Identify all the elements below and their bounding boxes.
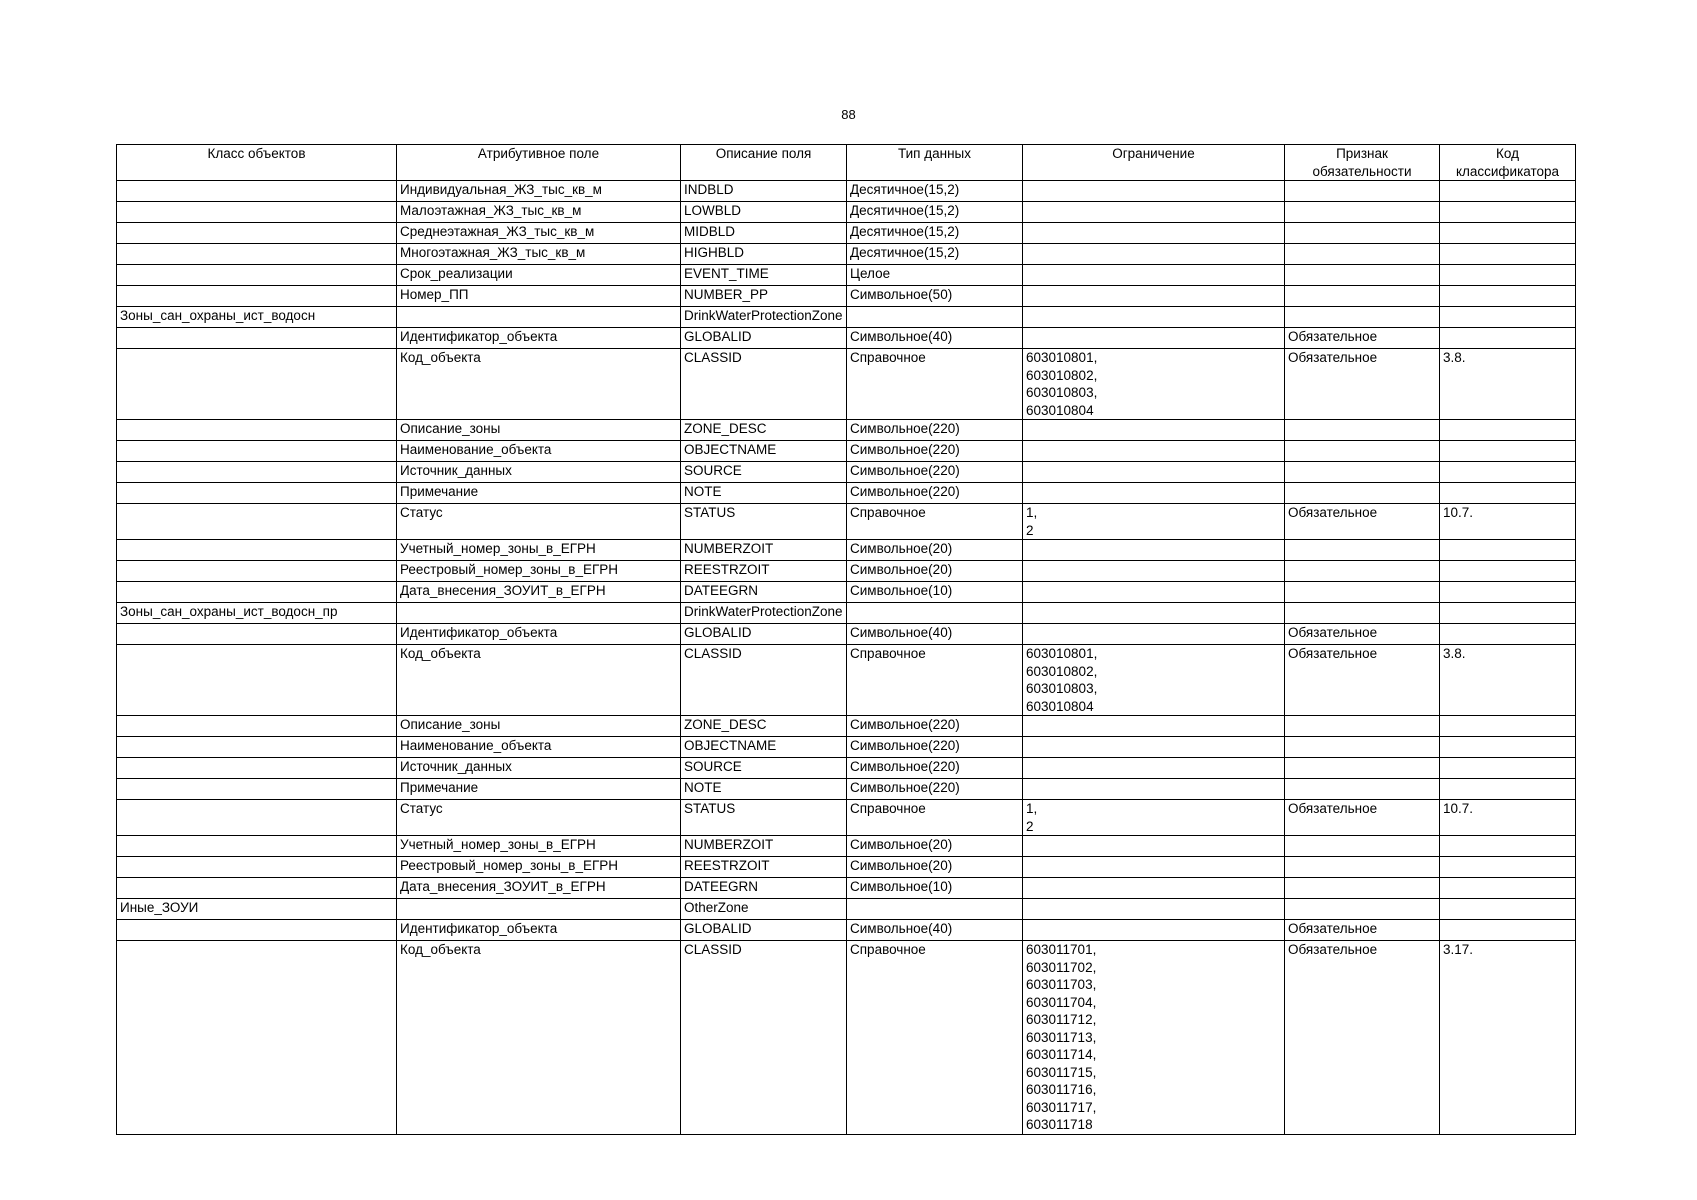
cell-classifier-code <box>1440 899 1576 920</box>
header-object-class: Класс объектов <box>117 145 397 181</box>
cell-field-description: OBJECTNAME <box>681 737 847 758</box>
cell-mandatory-flag <box>1285 441 1440 462</box>
cell-mandatory-flag <box>1285 307 1440 328</box>
cell-mandatory-flag: Обязательное <box>1285 920 1440 941</box>
table-row <box>117 582 1576 603</box>
table-row <box>117 441 1576 462</box>
cell-restriction <box>1023 181 1285 202</box>
cell-mandatory-flag <box>1285 737 1440 758</box>
cell-field-description: CLASSID <box>681 645 847 716</box>
cell-attribute-field <box>397 603 681 624</box>
cell-attribute-field: Дата_внесения_ЗОУИТ_в_ЕГРН <box>397 582 681 603</box>
cell-attribute-field: Примечание <box>397 483 681 504</box>
table-row <box>117 265 1576 286</box>
cell-data-type <box>847 603 1023 624</box>
cell-data-type: Символьное(220) <box>847 716 1023 737</box>
cell-mandatory-flag: Обязательное <box>1285 328 1440 349</box>
cell-field-description: GLOBALID <box>681 328 847 349</box>
table-row <box>117 603 1576 624</box>
header-attribute-field: Атрибутивное поле <box>397 145 681 181</box>
cell-field-description: NOTE <box>681 483 847 504</box>
table-row <box>117 202 1576 223</box>
cell-mandatory-flag <box>1285 716 1440 737</box>
table-row <box>117 899 1576 920</box>
cell-mandatory-flag <box>1285 857 1440 878</box>
cell-classifier-code <box>1440 836 1576 857</box>
cell-attribute-field: Статус <box>397 800 681 836</box>
cell-attribute-field: Код_объекта <box>397 349 681 420</box>
cell-field-description: GLOBALID <box>681 624 847 645</box>
cell-field-description: MIDBLD <box>681 223 847 244</box>
cell-classifier-code <box>1440 328 1576 349</box>
cell-object-class <box>117 244 397 265</box>
cell-restriction: 603010801, 603010802, 603010803, 603010804 <box>1023 645 1285 716</box>
cell-field-description: ZONE_DESC <box>681 420 847 441</box>
cell-restriction <box>1023 603 1285 624</box>
cell-field-description: DATEEGRN <box>681 582 847 603</box>
cell-data-type: Символьное(20) <box>847 540 1023 561</box>
cell-classifier-code <box>1440 878 1576 899</box>
header-classifier-code: Код классификатора <box>1440 145 1576 181</box>
cell-data-type: Символьное(220) <box>847 462 1023 483</box>
cell-object-class <box>117 645 397 716</box>
cell-data-type: Символьное(40) <box>847 328 1023 349</box>
cell-attribute-field: Идентификатор_объекта <box>397 920 681 941</box>
cell-attribute-field: Учетный_номер_зоны_в_ЕГРН <box>397 540 681 561</box>
cell-restriction: 603010801, 603010802, 603010803, 603010804 <box>1023 349 1285 420</box>
cell-data-type: Десятичное(15,2) <box>847 244 1023 265</box>
cell-object-class <box>117 328 397 349</box>
cell-data-type: Символьное(40) <box>847 624 1023 645</box>
cell-object-class <box>117 420 397 441</box>
cell-restriction <box>1023 582 1285 603</box>
cell-data-type: Справочное <box>847 941 1023 1135</box>
cell-mandatory-flag: Обязательное <box>1285 800 1440 836</box>
cell-mandatory-flag: Обязательное <box>1285 645 1440 716</box>
table-header-row <box>117 145 1576 181</box>
cell-field-description: NUMBER_PP <box>681 286 847 307</box>
cell-object-class <box>117 504 397 540</box>
table-row <box>117 878 1576 899</box>
cell-restriction <box>1023 758 1285 779</box>
cell-attribute-field: Дата_внесения_ЗОУИТ_в_ЕГРН <box>397 878 681 899</box>
cell-classifier-code <box>1440 223 1576 244</box>
table-row <box>117 857 1576 878</box>
table-row <box>117 307 1576 328</box>
attribute-table <box>116 144 1576 1135</box>
cell-data-type: Символьное(40) <box>847 920 1023 941</box>
cell-restriction <box>1023 878 1285 899</box>
cell-attribute-field: Учетный_номер_зоны_в_ЕГРН <box>397 836 681 857</box>
cell-restriction: 1, 2 <box>1023 800 1285 836</box>
cell-restriction <box>1023 716 1285 737</box>
cell-object-class <box>117 758 397 779</box>
cell-restriction: 1, 2 <box>1023 504 1285 540</box>
cell-data-type: Символьное(20) <box>847 857 1023 878</box>
cell-mandatory-flag <box>1285 286 1440 307</box>
cell-field-description: GLOBALID <box>681 920 847 941</box>
cell-restriction <box>1023 307 1285 328</box>
cell-classifier-code <box>1440 920 1576 941</box>
cell-data-type: Целое <box>847 265 1023 286</box>
cell-field-description: DATEEGRN <box>681 878 847 899</box>
cell-restriction <box>1023 265 1285 286</box>
cell-classifier-code <box>1440 286 1576 307</box>
cell-field-description: DrinkWaterProtectionZone <box>681 307 847 328</box>
cell-attribute-field: Идентификатор_объекта <box>397 328 681 349</box>
cell-classifier-code <box>1440 202 1576 223</box>
table-row <box>117 504 1576 540</box>
cell-restriction <box>1023 244 1285 265</box>
cell-attribute-field <box>397 307 681 328</box>
cell-restriction <box>1023 779 1285 800</box>
cell-mandatory-flag <box>1285 181 1440 202</box>
cell-attribute-field: Реестровый_номер_зоны_в_ЕГРН <box>397 561 681 582</box>
cell-classifier-code <box>1440 420 1576 441</box>
cell-attribute-field: Наименование_объекта <box>397 441 681 462</box>
cell-classifier-code <box>1440 561 1576 582</box>
header-restriction: Ограничение <box>1023 145 1285 181</box>
cell-object-class <box>117 878 397 899</box>
cell-classifier-code <box>1440 462 1576 483</box>
cell-field-description: EVENT_TIME <box>681 265 847 286</box>
cell-attribute-field <box>397 899 681 920</box>
cell-classifier-code: 10.7. <box>1440 800 1576 836</box>
cell-restriction <box>1023 483 1285 504</box>
cell-mandatory-flag <box>1285 420 1440 441</box>
cell-restriction <box>1023 836 1285 857</box>
cell-data-type: Справочное <box>847 800 1023 836</box>
cell-mandatory-flag <box>1285 223 1440 244</box>
cell-object-class <box>117 483 397 504</box>
cell-attribute-field: Номер_ПП <box>397 286 681 307</box>
cell-classifier-code: 3.8. <box>1440 349 1576 420</box>
cell-field-description: NOTE <box>681 779 847 800</box>
cell-classifier-code <box>1440 244 1576 265</box>
cell-classifier-code <box>1440 603 1576 624</box>
cell-object-class <box>117 265 397 286</box>
table-row <box>117 328 1576 349</box>
cell-mandatory-flag <box>1285 779 1440 800</box>
cell-object-class: Зоны_сан_охраны_ист_водосн <box>117 307 397 328</box>
cell-attribute-field: Среднеэтажная_ЖЗ_тыс_кв_м <box>397 223 681 244</box>
cell-attribute-field: Код_объекта <box>397 941 681 1135</box>
cell-attribute-field: Реестровый_номер_зоны_в_ЕГРН <box>397 857 681 878</box>
cell-data-type: Справочное <box>847 645 1023 716</box>
header-field-description: Описание поля <box>681 145 847 181</box>
cell-classifier-code: 3.8. <box>1440 645 1576 716</box>
cell-object-class <box>117 540 397 561</box>
cell-attribute-field: Статус <box>397 504 681 540</box>
cell-classifier-code <box>1440 758 1576 779</box>
cell-object-class <box>117 920 397 941</box>
cell-restriction <box>1023 920 1285 941</box>
cell-attribute-field: Описание_зоны <box>397 716 681 737</box>
cell-mandatory-flag: Обязательное <box>1285 504 1440 540</box>
cell-attribute-field: Малоэтажная_ЖЗ_тыс_кв_м <box>397 202 681 223</box>
cell-data-type: Символьное(20) <box>847 836 1023 857</box>
cell-classifier-code <box>1440 857 1576 878</box>
cell-mandatory-flag <box>1285 878 1440 899</box>
table-row <box>117 941 1576 1135</box>
table-row <box>117 244 1576 265</box>
cell-attribute-field: Примечание <box>397 779 681 800</box>
cell-classifier-code <box>1440 582 1576 603</box>
cell-classifier-code <box>1440 265 1576 286</box>
cell-data-type: Справочное <box>847 504 1023 540</box>
cell-object-class <box>117 561 397 582</box>
cell-data-type: Символьное(50) <box>847 286 1023 307</box>
cell-data-type: Символьное(220) <box>847 420 1023 441</box>
cell-classifier-code <box>1440 483 1576 504</box>
header-data-type: Тип данных <box>847 145 1023 181</box>
table-row <box>117 540 1576 561</box>
cell-field-description: OtherZone <box>681 899 847 920</box>
table-row <box>117 181 1576 202</box>
cell-data-type: Символьное(20) <box>847 561 1023 582</box>
cell-data-type <box>847 899 1023 920</box>
cell-object-class <box>117 349 397 420</box>
table-row <box>117 836 1576 857</box>
cell-field-description: SOURCE <box>681 462 847 483</box>
cell-mandatory-flag <box>1285 202 1440 223</box>
table-row <box>117 286 1576 307</box>
cell-field-description: NUMBERZOIT <box>681 836 847 857</box>
cell-classifier-code: 10.7. <box>1440 504 1576 540</box>
cell-mandatory-flag <box>1285 582 1440 603</box>
cell-classifier-code <box>1440 624 1576 645</box>
cell-field-description: STATUS <box>681 800 847 836</box>
cell-data-type <box>847 307 1023 328</box>
cell-field-description: HIGHBLD <box>681 244 847 265</box>
cell-restriction <box>1023 462 1285 483</box>
cell-classifier-code <box>1440 441 1576 462</box>
cell-object-class <box>117 223 397 244</box>
cell-mandatory-flag <box>1285 758 1440 779</box>
table-row <box>117 800 1576 836</box>
table-row <box>117 737 1576 758</box>
cell-field-description: LOWBLD <box>681 202 847 223</box>
cell-mandatory-flag <box>1285 540 1440 561</box>
cell-field-description: REESTRZOIT <box>681 857 847 878</box>
cell-restriction <box>1023 286 1285 307</box>
cell-restriction <box>1023 561 1285 582</box>
cell-attribute-field: Источник_данных <box>397 758 681 779</box>
cell-data-type: Символьное(220) <box>847 483 1023 504</box>
table-body <box>117 181 1576 1135</box>
cell-field-description: OBJECTNAME <box>681 441 847 462</box>
cell-object-class <box>117 181 397 202</box>
cell-object-class <box>117 800 397 836</box>
cell-restriction <box>1023 857 1285 878</box>
table-row <box>117 779 1576 800</box>
cell-mandatory-flag <box>1285 561 1440 582</box>
cell-mandatory-flag <box>1285 483 1440 504</box>
cell-attribute-field: Код_объекта <box>397 645 681 716</box>
cell-attribute-field: Описание_зоны <box>397 420 681 441</box>
header-mandatory-flag: Признак обязательности <box>1285 145 1440 181</box>
cell-restriction <box>1023 624 1285 645</box>
cell-attribute-field: Срок_реализации <box>397 265 681 286</box>
cell-object-class <box>117 857 397 878</box>
cell-classifier-code <box>1440 540 1576 561</box>
cell-attribute-field: Индивидуальная_ЖЗ_тыс_кв_м <box>397 181 681 202</box>
table-row <box>117 716 1576 737</box>
cell-object-class <box>117 441 397 462</box>
cell-data-type: Символьное(220) <box>847 779 1023 800</box>
cell-classifier-code <box>1440 181 1576 202</box>
table-row <box>117 223 1576 244</box>
cell-restriction <box>1023 737 1285 758</box>
cell-object-class: Зоны_сан_охраны_ист_водосн_пр <box>117 603 397 624</box>
cell-restriction: 603011701, 603011702, 603011703, 603011704, 603011712, 603011713, 603011714, 603011715, 603011716, 603011717, 603011718 <box>1023 941 1285 1135</box>
cell-object-class <box>117 941 397 1135</box>
cell-data-type: Символьное(220) <box>847 441 1023 462</box>
cell-classifier-code <box>1440 716 1576 737</box>
cell-mandatory-flag <box>1285 244 1440 265</box>
cell-data-type: Справочное <box>847 349 1023 420</box>
cell-mandatory-flag <box>1285 265 1440 286</box>
cell-data-type: Десятичное(15,2) <box>847 181 1023 202</box>
cell-field-description: DrinkWaterProtectionZone <box>681 603 847 624</box>
table-row <box>117 420 1576 441</box>
cell-field-description: REESTRZOIT <box>681 561 847 582</box>
cell-restriction <box>1023 899 1285 920</box>
cell-restriction <box>1023 420 1285 441</box>
cell-data-type: Символьное(10) <box>847 582 1023 603</box>
cell-restriction <box>1023 223 1285 244</box>
cell-object-class <box>117 716 397 737</box>
cell-restriction <box>1023 441 1285 462</box>
table-row <box>117 758 1576 779</box>
cell-mandatory-flag: Обязательное <box>1285 349 1440 420</box>
cell-classifier-code <box>1440 737 1576 758</box>
cell-object-class <box>117 462 397 483</box>
cell-field-description: ZONE_DESC <box>681 716 847 737</box>
cell-restriction <box>1023 202 1285 223</box>
cell-object-class <box>117 202 397 223</box>
cell-mandatory-flag <box>1285 603 1440 624</box>
table-row <box>117 462 1576 483</box>
cell-field-description: INDBLD <box>681 181 847 202</box>
cell-field-description: SOURCE <box>681 758 847 779</box>
cell-data-type: Символьное(10) <box>847 878 1023 899</box>
cell-mandatory-flag <box>1285 899 1440 920</box>
cell-field-description: STATUS <box>681 504 847 540</box>
cell-attribute-field: Наименование_объекта <box>397 737 681 758</box>
cell-data-type: Десятичное(15,2) <box>847 202 1023 223</box>
table-row <box>117 645 1576 716</box>
cell-field-description: CLASSID <box>681 941 847 1135</box>
cell-attribute-field: Источник_данных <box>397 462 681 483</box>
cell-data-type: Десятичное(15,2) <box>847 223 1023 244</box>
table-row <box>117 920 1576 941</box>
cell-restriction <box>1023 328 1285 349</box>
cell-object-class <box>117 779 397 800</box>
cell-data-type: Символьное(220) <box>847 737 1023 758</box>
cell-object-class <box>117 624 397 645</box>
page-number: 88 <box>841 107 856 122</box>
table-row <box>117 624 1576 645</box>
cell-mandatory-flag: Обязательное <box>1285 624 1440 645</box>
cell-object-class <box>117 737 397 758</box>
cell-field-description: NUMBERZOIT <box>681 540 847 561</box>
cell-data-type: Символьное(220) <box>847 758 1023 779</box>
cell-attribute-field: Многоэтажная_ЖЗ_тыс_кв_м <box>397 244 681 265</box>
cell-object-class <box>117 836 397 857</box>
cell-attribute-field: Идентификатор_объекта <box>397 624 681 645</box>
cell-object-class <box>117 286 397 307</box>
cell-mandatory-flag <box>1285 462 1440 483</box>
cell-classifier-code <box>1440 307 1576 328</box>
table-row <box>117 561 1576 582</box>
cell-restriction <box>1023 540 1285 561</box>
table-row <box>117 483 1576 504</box>
cell-field-description: CLASSID <box>681 349 847 420</box>
cell-classifier-code: 3.17. <box>1440 941 1576 1135</box>
cell-object-class: Иные_ЗОУИ <box>117 899 397 920</box>
cell-mandatory-flag: Обязательное <box>1285 941 1440 1135</box>
cell-mandatory-flag <box>1285 836 1440 857</box>
cell-object-class <box>117 582 397 603</box>
cell-classifier-code <box>1440 779 1576 800</box>
table-row <box>117 349 1576 420</box>
